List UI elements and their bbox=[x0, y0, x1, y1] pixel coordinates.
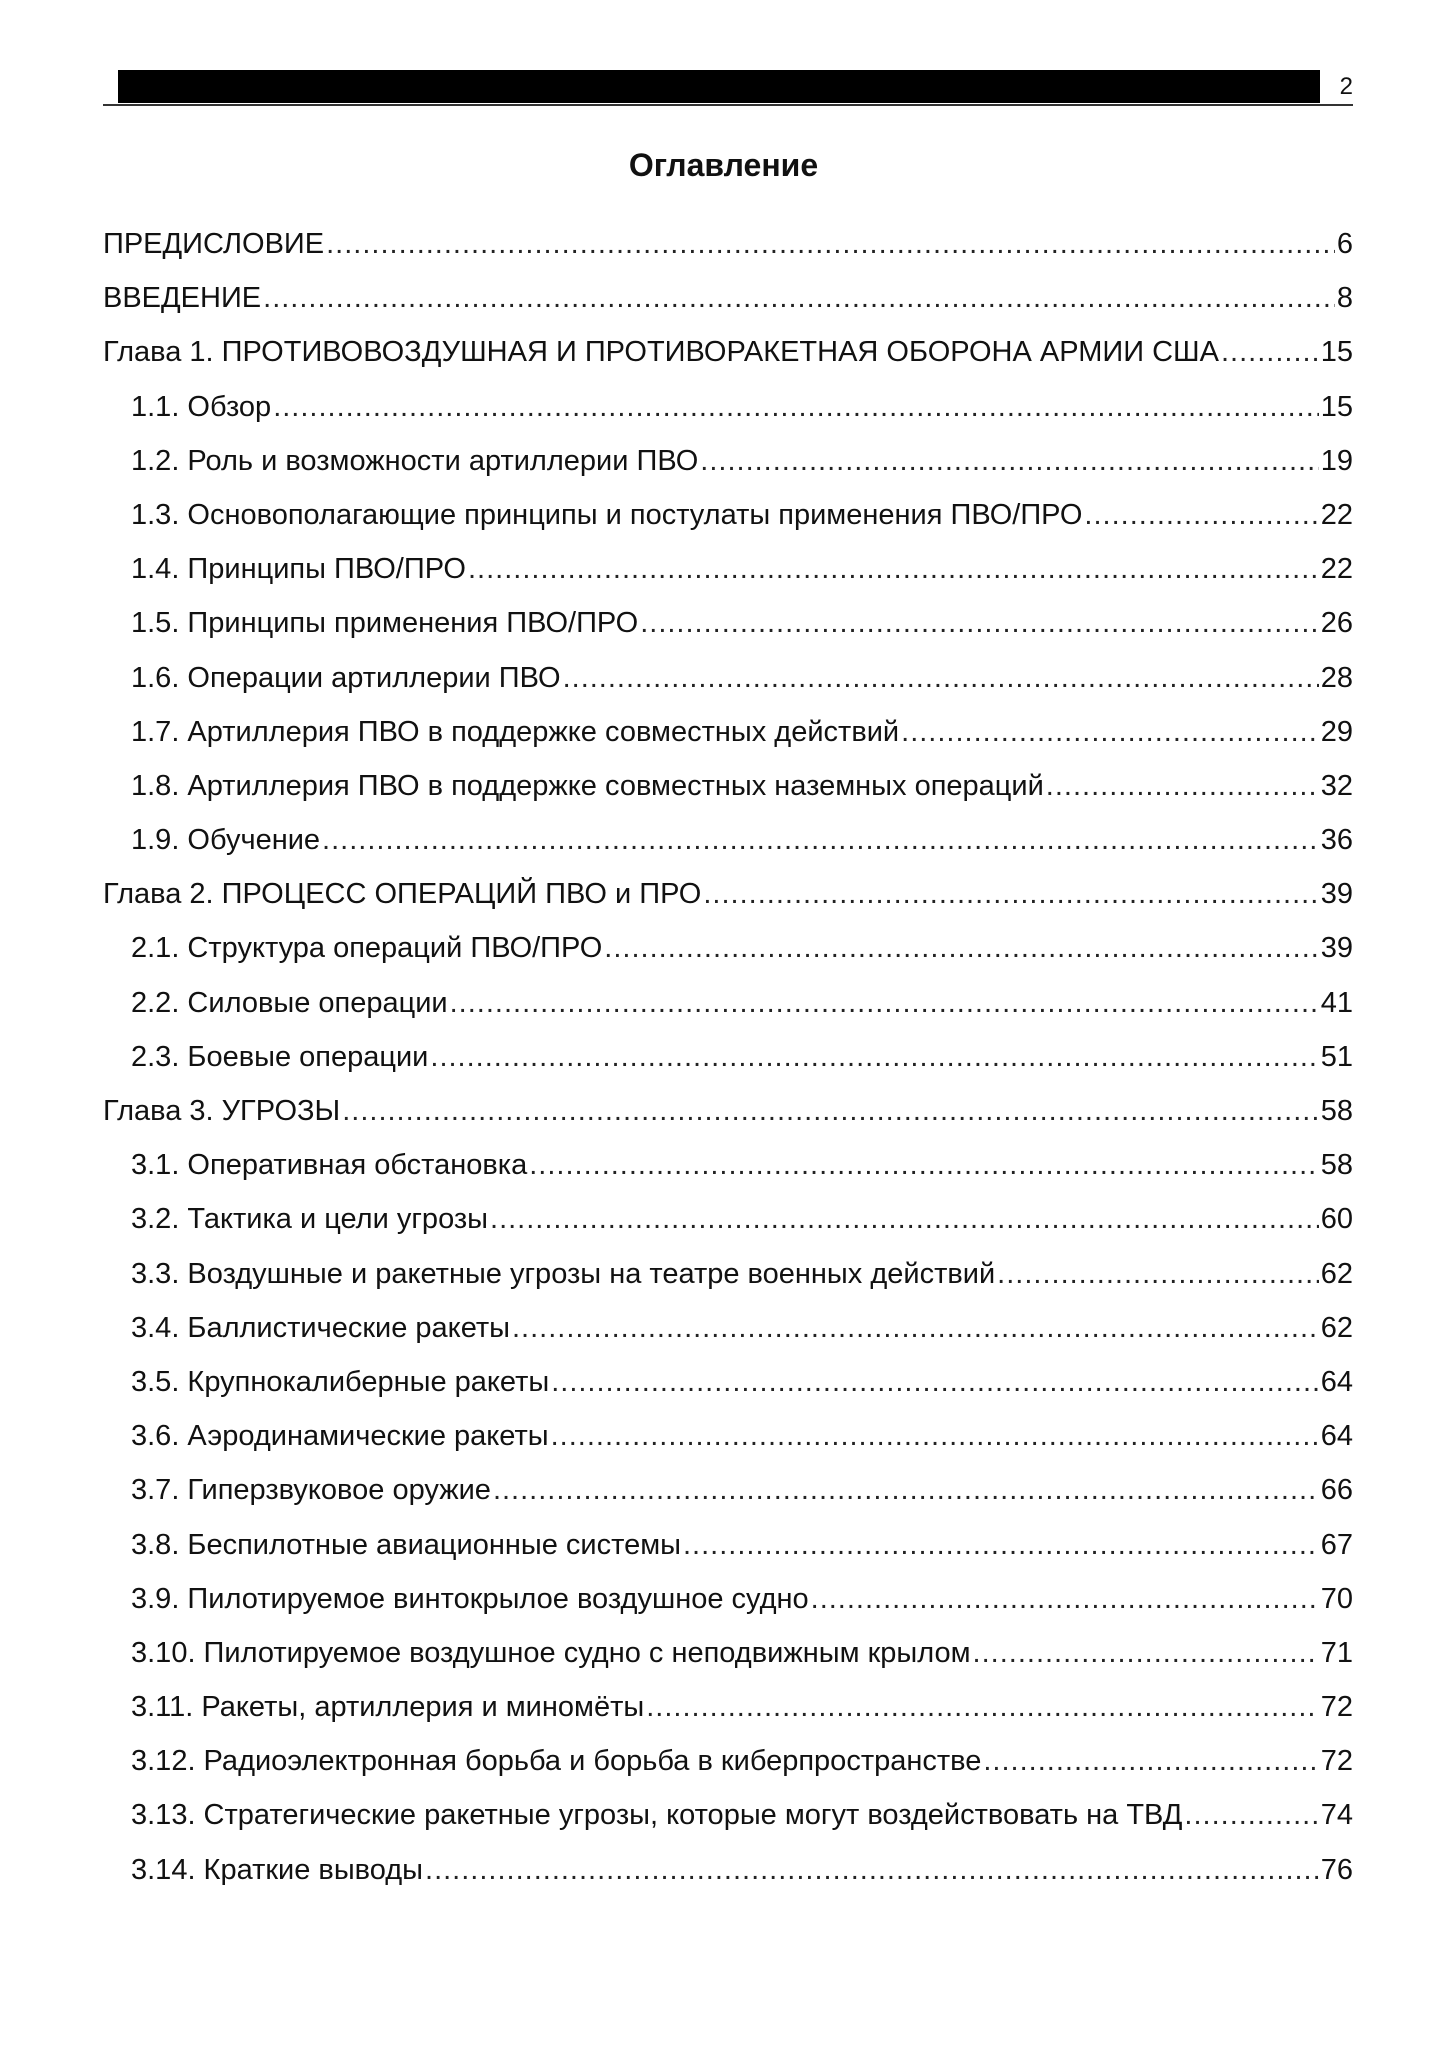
toc-entry-page: 29 bbox=[1320, 715, 1353, 748]
toc-dot-leader bbox=[983, 1741, 1318, 1781]
toc-entry[interactable] bbox=[103, 1525, 1353, 1579]
toc-entry-label: 3.11. Ракеты, артиллерия и миномёты bbox=[131, 1691, 645, 1724]
toc-title: Оглавление bbox=[628, 147, 819, 183]
toc-dot-leader bbox=[973, 1633, 1319, 1673]
toc-dot-leader bbox=[430, 1037, 1318, 1077]
toc-entry[interactable] bbox=[103, 1362, 1353, 1416]
toc-entry-page: 22 bbox=[1320, 498, 1353, 531]
toc-entry-page: 39 bbox=[1320, 932, 1353, 965]
toc-entry-page: 74 bbox=[1320, 1799, 1353, 1832]
toc-entry-label: 1.7. Артиллерия ПВО в поддержке совместных действий bbox=[131, 715, 900, 748]
toc-dot-leader bbox=[901, 712, 1319, 752]
toc-entry-label: 3.4. Баллистические ракеты bbox=[131, 1311, 510, 1344]
toc-entry[interactable] bbox=[103, 278, 1353, 332]
toc-dot-leader bbox=[551, 1416, 1319, 1456]
toc-entry[interactable] bbox=[103, 1741, 1353, 1795]
toc-entry-label: 3.9. Пилотируемое винтокрылое воздушное судно bbox=[131, 1582, 809, 1615]
toc-entry-page: 62 bbox=[1320, 1257, 1353, 1290]
toc-entry[interactable] bbox=[103, 224, 1353, 278]
toc-entry-page: 19 bbox=[1320, 444, 1353, 477]
toc-entry-page: 72 bbox=[1320, 1691, 1353, 1724]
toc-entry-label: 3.7. Гиперзвуковое оружие bbox=[131, 1474, 491, 1507]
toc-entry-page: 15 bbox=[1320, 390, 1353, 423]
toc-entry[interactable] bbox=[103, 1470, 1353, 1524]
toc-entry-label: ВВЕДЕНИЕ bbox=[103, 282, 262, 315]
toc-entry-label: 3.1. Оперативная обстановка bbox=[131, 1149, 528, 1182]
toc-dot-leader bbox=[450, 983, 1319, 1023]
toc-entry[interactable] bbox=[103, 495, 1353, 549]
toc-dot-leader bbox=[512, 1308, 1319, 1348]
header-bar bbox=[118, 70, 1320, 103]
toc-entry-page: 8 bbox=[1336, 282, 1353, 315]
page-header bbox=[103, 70, 1353, 106]
toc-entry-label: 3.2. Тактика и цели угрозы bbox=[131, 1203, 489, 1236]
toc-entry[interactable] bbox=[103, 549, 1353, 603]
toc-entry-label: 3.14. Краткие выводы bbox=[131, 1853, 424, 1886]
toc-dot-leader bbox=[1046, 766, 1319, 806]
toc-dot-leader bbox=[425, 1850, 1319, 1890]
toc-entry-page: 66 bbox=[1320, 1474, 1353, 1507]
toc-entry[interactable] bbox=[103, 1037, 1353, 1091]
toc-entry-page: 32 bbox=[1320, 769, 1353, 802]
toc-entry-page: 26 bbox=[1320, 607, 1353, 640]
toc-entry-page: 64 bbox=[1320, 1420, 1353, 1453]
toc-dot-leader bbox=[997, 1254, 1319, 1294]
toc-entry[interactable] bbox=[103, 441, 1353, 495]
toc-dot-leader bbox=[263, 278, 1335, 318]
toc-entry-label: 3.10. Пилотируемое воздушное судно с неподвижным крылом bbox=[131, 1636, 971, 1669]
toc-entry-page: 67 bbox=[1320, 1528, 1353, 1561]
toc-dot-leader bbox=[646, 1687, 1319, 1727]
toc-dot-leader bbox=[326, 224, 1335, 264]
toc-entry-label: 3.5. Крупнокалиберные ракеты bbox=[131, 1365, 550, 1398]
toc-entry-page: 15 bbox=[1320, 336, 1353, 369]
toc-entry[interactable] bbox=[103, 983, 1353, 1037]
toc-dot-leader bbox=[273, 387, 1319, 427]
toc-entry[interactable] bbox=[103, 1091, 1353, 1145]
toc-dot-leader bbox=[1084, 495, 1318, 535]
toc-dot-leader bbox=[1221, 332, 1319, 372]
toc-entry[interactable] bbox=[103, 332, 1353, 386]
toc-entry[interactable] bbox=[103, 820, 1353, 874]
toc-entry[interactable] bbox=[103, 1850, 1353, 1904]
toc-entry-label: 3.13. Стратегические ракетные угрозы, которые могут воздействовать на ТВД bbox=[131, 1799, 1183, 1832]
toc-entry-label: Глава 1. ПРОТИВОВОЗДУШНАЯ И ПРОТИВОРАКЕТНАЯ ОБОРОНА АРМИИ США bbox=[103, 336, 1219, 369]
toc-entry-label: 1.2. Роль и возможности артиллерии ПВО bbox=[131, 444, 699, 477]
toc-entry-page: 62 bbox=[1320, 1311, 1353, 1344]
table-of-contents bbox=[103, 224, 1353, 1904]
toc-dot-leader bbox=[811, 1579, 1319, 1619]
toc-entry-page: 76 bbox=[1320, 1853, 1353, 1886]
toc-entry-label: 3.6. Аэродинамические ракеты bbox=[131, 1420, 549, 1453]
page-number: 2 bbox=[1339, 73, 1353, 100]
toc-entry[interactable] bbox=[103, 1145, 1353, 1199]
toc-entry-label: 2.3. Боевые операции bbox=[131, 1040, 429, 1073]
toc-entry-page: 41 bbox=[1320, 986, 1353, 1019]
toc-entry[interactable] bbox=[103, 766, 1353, 820]
toc-dot-leader bbox=[529, 1145, 1319, 1185]
toc-entry-page: 58 bbox=[1320, 1149, 1353, 1182]
toc-entry-label: 1.1. Обзор bbox=[131, 390, 272, 423]
toc-entry-page: 28 bbox=[1320, 661, 1353, 694]
toc-dot-leader bbox=[342, 1091, 1319, 1131]
toc-entry[interactable] bbox=[103, 603, 1353, 657]
toc-entry-page: 70 bbox=[1320, 1582, 1353, 1615]
toc-entry-label: ПРЕДИСЛОВИЕ bbox=[103, 228, 325, 260]
toc-entry-page: 60 bbox=[1320, 1203, 1353, 1236]
toc-entry-label: 1.3. Основополагающие принципы и постулаты применения ПВО/ПРО bbox=[131, 498, 1083, 531]
toc-entry-page: 39 bbox=[1320, 878, 1353, 911]
toc-entry-label: Глава 2. ПРОЦЕСС ОПЕРАЦИЙ ПВО и ПРО bbox=[103, 878, 702, 911]
toc-dot-leader bbox=[1184, 1795, 1318, 1835]
toc-entry[interactable] bbox=[103, 712, 1353, 766]
toc-entry-page: 64 bbox=[1320, 1365, 1353, 1398]
toc-entry[interactable] bbox=[103, 1687, 1353, 1741]
toc-dot-leader bbox=[490, 1199, 1319, 1239]
toc-entry-page: 6 bbox=[1336, 228, 1353, 260]
toc-entry[interactable] bbox=[103, 658, 1353, 712]
toc-entry-page: 22 bbox=[1320, 553, 1353, 586]
toc-entry[interactable] bbox=[103, 1795, 1353, 1849]
toc-entry-page: 71 bbox=[1320, 1636, 1353, 1669]
toc-entry[interactable] bbox=[103, 387, 1353, 441]
toc-entry[interactable] bbox=[103, 1633, 1353, 1687]
toc-entry[interactable] bbox=[103, 874, 1353, 928]
toc-dot-leader bbox=[604, 928, 1318, 968]
toc-entry-label: 1.5. Принципы применения ПВО/ПРО bbox=[131, 607, 639, 640]
toc-dot-leader bbox=[468, 549, 1319, 589]
toc-entry-label: 2.1. Структура операций ПВО/ПРО bbox=[131, 932, 603, 965]
toc-dot-leader bbox=[700, 441, 1318, 481]
toc-entry[interactable] bbox=[103, 1416, 1353, 1470]
toc-entry-label: 1.9. Обучение bbox=[131, 824, 321, 857]
toc-entry[interactable] bbox=[103, 1199, 1353, 1253]
toc-dot-leader bbox=[493, 1470, 1319, 1510]
toc-entry[interactable] bbox=[103, 1254, 1353, 1308]
toc-dot-leader bbox=[322, 820, 1319, 860]
toc-dot-leader bbox=[703, 874, 1318, 914]
toc-entry-page: 72 bbox=[1320, 1745, 1353, 1778]
header-rule bbox=[103, 104, 1353, 106]
toc-entry-label: Глава 3. УГРОЗЫ bbox=[103, 1095, 341, 1127]
toc-entry-label: 1.4. Принципы ПВО/ПРО bbox=[131, 553, 466, 586]
toc-dot-leader bbox=[640, 603, 1319, 643]
toc-dot-leader bbox=[551, 1362, 1319, 1402]
toc-entry-page: 51 bbox=[1320, 1040, 1353, 1073]
toc-entry[interactable] bbox=[103, 1308, 1353, 1362]
toc-entry-label: 3.8. Беспилотные авиационные системы bbox=[131, 1528, 681, 1561]
toc-entry-page: 58 bbox=[1320, 1095, 1353, 1127]
toc-entry-label: 2.2. Силовые операции bbox=[131, 986, 448, 1019]
toc-entry[interactable] bbox=[103, 928, 1353, 982]
toc-dot-leader bbox=[563, 658, 1319, 698]
toc-entry[interactable] bbox=[103, 1579, 1353, 1633]
toc-entry-page: 36 bbox=[1320, 824, 1353, 857]
toc-dot-leader bbox=[683, 1525, 1319, 1565]
toc-entry-label: 1.6. Операции артиллерии ПВО bbox=[131, 661, 561, 694]
toc-entry-label: 3.3. Воздушные и ракетные угрозы на театре военных действий bbox=[131, 1257, 996, 1290]
toc-entry-label: 3.12. Радиоэлектронная борьба и борьба в киберпространстве bbox=[131, 1745, 982, 1778]
toc-entry-label: 1.8. Артиллерия ПВО в поддержке совместных наземных операций bbox=[131, 769, 1044, 802]
